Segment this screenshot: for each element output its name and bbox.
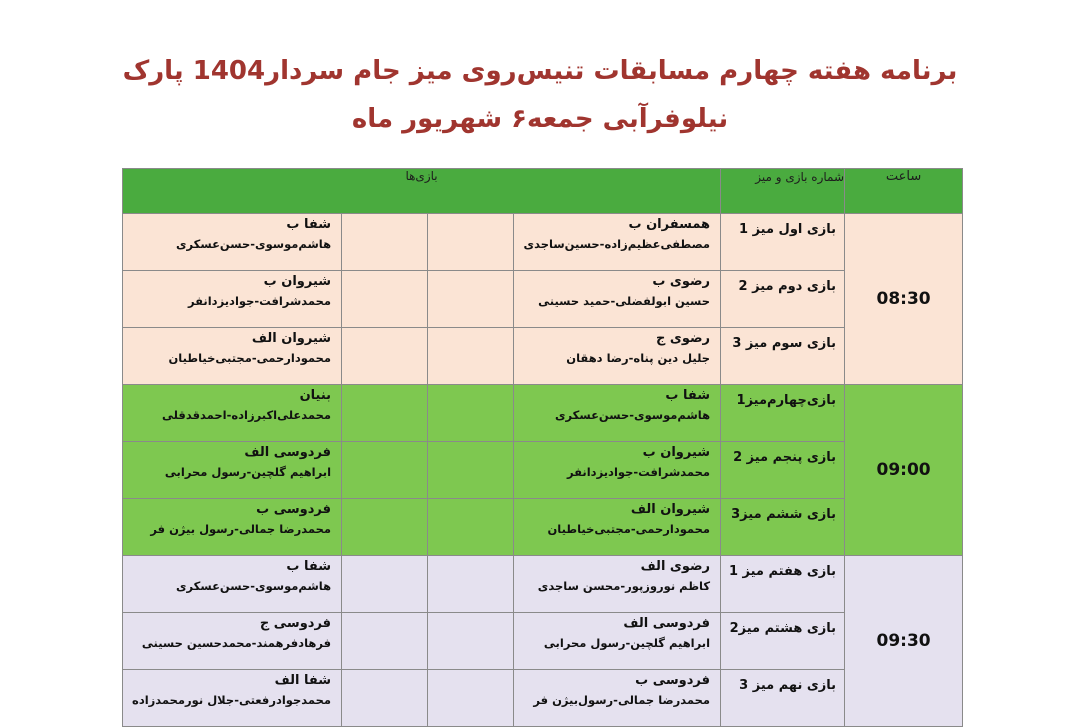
- team-b: [123, 271, 342, 328]
- team-name: فردوسی ج: [259, 616, 332, 631]
- score-cell: [428, 442, 514, 499]
- team-name: شیروان ب: [642, 445, 711, 460]
- team-name: شیروان الف: [251, 331, 332, 346]
- score-cell: [342, 328, 428, 385]
- score-cell: [428, 613, 514, 670]
- team-name: رضوی ب: [652, 274, 711, 289]
- page-subtitle: نیلوفرآبی جمعه۶ شهریور ماه: [351, 104, 729, 134]
- team-a: [514, 442, 721, 499]
- team-players: ابراهیم گلچین-رسول محرابی: [164, 465, 332, 479]
- game-label: بازی ششم میز3: [721, 499, 845, 556]
- team-name: فردوسی الف: [244, 445, 332, 460]
- table-row: [123, 556, 963, 613]
- game-label: بازی نهم میز 3: [721, 670, 845, 727]
- team-players: محمودارحمی-مجتبی‌خیاطیان: [547, 522, 711, 536]
- score-cell: [342, 670, 428, 727]
- team-b: [123, 670, 342, 727]
- team-players: محمدجوادرفعتی-جلال نورمحمدزاده: [132, 693, 332, 707]
- score-cell: [342, 271, 428, 328]
- team-players: فرهادفرهمند-محمدحسین حسینی: [141, 636, 332, 650]
- score-cell: [428, 271, 514, 328]
- score-cell: [428, 385, 514, 442]
- score-cell: [428, 328, 514, 385]
- score-cell: [428, 670, 514, 727]
- table-row: [123, 385, 963, 442]
- table-row: [123, 499, 963, 556]
- team-name: فردوسی ب: [635, 673, 711, 688]
- team-b: [123, 385, 342, 442]
- team-a: [514, 271, 721, 328]
- team-a: [514, 214, 721, 271]
- header-game-number: شماره بازی و میز: [721, 169, 845, 214]
- page-title: برنامه هفته چهارم مسابقات تنیس‌روی میز جام سردار1404 پارک: [122, 56, 958, 86]
- team-players: محمدشرافت-جوادیزدانفر: [187, 294, 332, 308]
- header-row: [123, 169, 963, 214]
- game-label: بازی اول میز 1: [721, 214, 845, 271]
- score-cell: [342, 214, 428, 271]
- team-a: [514, 670, 721, 727]
- team-name: شیروان الف: [630, 502, 711, 517]
- team-players: مصطفی‌عظیم‌زاده-حسین‌ساجدی: [523, 237, 711, 251]
- team-players: حسین ابولفضلی-حمید حسینی: [538, 294, 711, 308]
- team-players: محمدرضا جمالی-رسول بیژن فر: [150, 522, 332, 536]
- team-players: هاشم‌موسوی-حسن‌عسکری: [554, 408, 711, 422]
- game-label: بازی سوم میز 3: [721, 328, 845, 385]
- table-row: [123, 613, 963, 670]
- team-players: ابراهیم گلچین-رسول محرابی: [543, 636, 711, 650]
- score-cell: [428, 556, 514, 613]
- team-name: شفا الف: [274, 673, 332, 688]
- score-cell: [342, 442, 428, 499]
- team-name: رضوی ج: [656, 331, 711, 346]
- score-cell: [428, 214, 514, 271]
- team-players: محمدرضا جمالی-رسول‌بیژن فر: [533, 693, 711, 707]
- schedule-table: [122, 168, 963, 727]
- team-players: کاظم نوروزپور-محسن ساجدی: [537, 579, 711, 593]
- team-players: هاشم‌موسوی-حسن‌عسکری: [175, 579, 332, 593]
- team-name: شفا ب: [286, 559, 332, 574]
- table-row: [123, 271, 963, 328]
- header-games: بازی‌ها: [123, 169, 721, 214]
- game-label: بازی دوم میز 2: [721, 271, 845, 328]
- time-slot: 09:00: [845, 385, 963, 556]
- team-b: [123, 442, 342, 499]
- team-b: [123, 328, 342, 385]
- team-a: [514, 499, 721, 556]
- table-row: [123, 328, 963, 385]
- team-a: [514, 556, 721, 613]
- table-row: [123, 442, 963, 499]
- score-cell: [428, 499, 514, 556]
- team-name: شفا ب: [286, 217, 332, 232]
- team-name: بنیان: [299, 388, 332, 403]
- game-label: بازی‌چهارم‌میز1: [721, 385, 845, 442]
- score-cell: [342, 613, 428, 670]
- team-b: [123, 214, 342, 271]
- team-name: شیروان ب: [263, 274, 332, 289]
- team-players: محمدعلی‌اکبرزاده-احمدقدقلی: [161, 408, 332, 422]
- team-players: هاشم‌موسوی-حسن‌عسکری: [175, 237, 332, 251]
- score-cell: [342, 499, 428, 556]
- game-label: بازی هفتم میز 1: [721, 556, 845, 613]
- game-label: بازی پنجم میز 2: [721, 442, 845, 499]
- team-a: [514, 613, 721, 670]
- header-time: ساعت: [845, 169, 963, 214]
- score-cell: [342, 556, 428, 613]
- team-b: [123, 499, 342, 556]
- team-players: جلیل دین پناه-رضا دهقان: [566, 351, 711, 365]
- team-players: محمودارحمی-مجتبی‌خیاطیان: [168, 351, 332, 365]
- team-players: محمدشرافت-جوادیزدانفر: [566, 465, 711, 479]
- team-b: [123, 613, 342, 670]
- team-name: فردوسی ب: [256, 502, 332, 517]
- table-row: [123, 670, 963, 727]
- team-name: شفا ب: [665, 388, 711, 403]
- team-name: رضوی الف: [640, 559, 711, 574]
- time-slot: 09:30: [845, 556, 963, 727]
- team-name: همسفران ب: [628, 217, 711, 232]
- team-name: فردوسی الف: [623, 616, 711, 631]
- score-cell: [342, 385, 428, 442]
- team-b: [123, 556, 342, 613]
- time-slot: 08:30: [845, 214, 963, 385]
- game-label: بازی هشتم میز2: [721, 613, 845, 670]
- table-row: [123, 214, 963, 271]
- team-a: [514, 328, 721, 385]
- team-a: [514, 385, 721, 442]
